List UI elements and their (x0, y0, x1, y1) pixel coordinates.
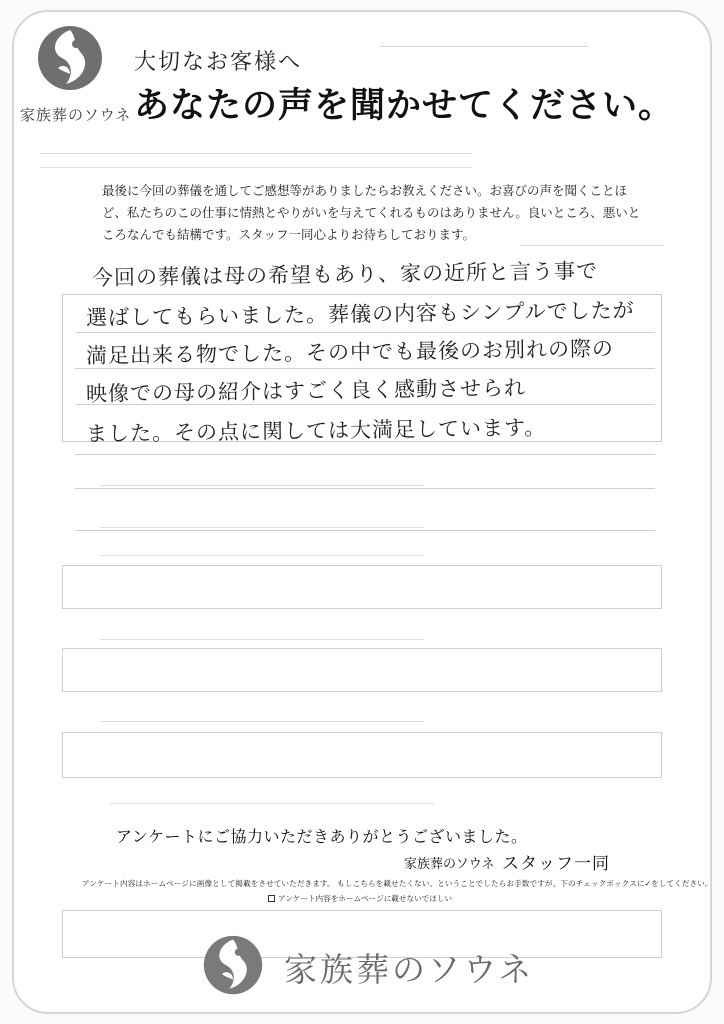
handwritten-line: 今回の葬儀は母の希望もあり、家の近所と言う事で (91, 258, 599, 290)
answer-rule (75, 530, 655, 531)
response-box (62, 648, 662, 692)
publication-notice: アンケート内容はホームページに画像として掲載をさせていただきます。 もしこちらを載せたくない、ということでしたらお手数ですが、下のチェックボックスに✓をしてください。 (82, 879, 713, 888)
handwritten-line: ました。その点に関しては大満足しています。 (85, 415, 547, 446)
bleed-through-text: ――――――――――――――――――――――――――― (110, 796, 434, 810)
answer-rule (75, 488, 655, 489)
handwritten-line: 満足出来る物でした。その中でも最後のお別れの際の (85, 336, 615, 368)
response-box (62, 565, 662, 609)
opt-out-row (268, 893, 452, 904)
bleed-through-text: ―――――――――――――――――――――――――――――――――――― (40, 146, 472, 160)
bleed-through-text: ―――――――――――――――――――――――――――――――――――― (40, 160, 472, 174)
greeting-text: 大切なお客様へ (134, 50, 303, 75)
bleed-through-text: ―――――――――――― (520, 238, 664, 252)
handwritten-line: 映像での母の紹介はすごく良く感動させられ (85, 375, 527, 406)
footer-brand-name: 家族葬のソウネ (284, 950, 535, 989)
signature-company: 家族葬のソウネ (404, 857, 495, 872)
bleed-through-text: ――――――――――――――――――――――――――― (100, 520, 424, 534)
handwritten-line: 選ばしてもらいました。葬儀の内容もシンプルでしたが (85, 298, 635, 330)
intro-paragraph: 最後に今回の葬儀を通してご感想等がありましたらお教えください。お喜びの声を聞くことほど、私たちのこの仕事に情熱とやりがいを与えてくれるものはありません。良いところ、悪いところなんでも結構です。スタッフ一同心よりお待ちしております。 (102, 183, 641, 242)
opt-out-checkbox[interactable] (268, 895, 275, 902)
signature-staff: スタッフ一同 (502, 854, 610, 874)
logo-icon (36, 24, 104, 92)
page-title: あなたの声を聞かせてください。 (134, 86, 675, 126)
bleed-through-text: ――――――――――――― (380, 36, 588, 55)
bleed-through-text: ――――――――――――――――――――――――――― (100, 632, 424, 646)
thanks-message: アンケートにご協力いただきありがとうございました。 (116, 827, 528, 846)
answer-rule (75, 454, 655, 455)
response-box (62, 732, 662, 778)
opt-out-label: アンケート内容をホームページに載せないでほしい (278, 894, 453, 903)
header-brand-name: 家族葬のソウネ (20, 106, 132, 124)
bleed-through-text: ――――――――――――――――――――――――――― (100, 714, 424, 728)
footer-logo-icon (202, 934, 264, 996)
bleed-through-text: ――――――――――――――――――――――――――― (100, 548, 424, 562)
bleed-through-text: ――――――――――――――――――――――――――― (100, 478, 424, 492)
